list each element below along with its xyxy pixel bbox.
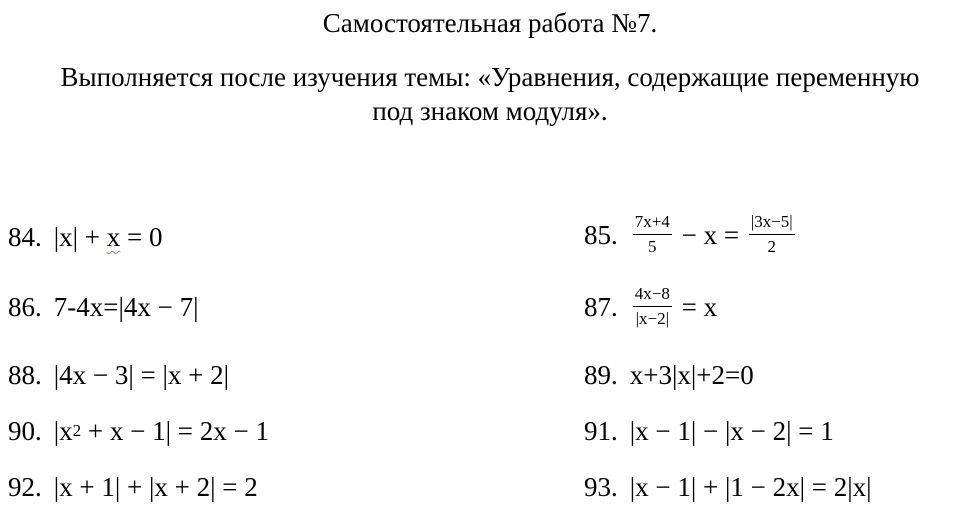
equation: 7-4x=|4x − 7| (53, 292, 199, 322)
subtitle-line-1: Выполняется после изучения темы: «Уравнения, содержащие переменную (60, 62, 920, 92)
problem-90 (8, 414, 269, 448)
problem-number: 88. (8, 360, 42, 390)
fraction (633, 284, 672, 329)
problem-number: 90. (8, 416, 42, 446)
problem-number: 89. (584, 360, 618, 390)
fraction-numerator: 4x−8 (633, 284, 672, 307)
problem-number: 85. (584, 219, 618, 250)
equation-part: − x = (674, 219, 746, 250)
problem-85 (584, 212, 798, 257)
problem-89 (584, 358, 754, 392)
equation: |4x − 3| = |x + 2| (53, 360, 230, 390)
equation: x+3|x|+2=0 (629, 360, 754, 390)
problem-number: 84. (8, 222, 42, 252)
equation-part: |x| + (53, 222, 107, 252)
worksheet-subtitle (0, 60, 980, 128)
equation (630, 284, 717, 329)
worksheet-title: Самостоятельная работа №7. (322, 8, 658, 38)
equation-variable: x (106, 222, 121, 252)
problem-84 (8, 220, 163, 254)
problem-87 (584, 284, 717, 329)
subtitle-line-2: под знаком модуля». (372, 96, 608, 126)
problem-number: 86. (8, 292, 42, 322)
fraction-numerator: 7x+4 (633, 212, 672, 235)
problem-92 (8, 470, 258, 504)
equation-part: + x − 1| = 2x − 1 (81, 416, 269, 446)
problem-86 (8, 290, 199, 324)
problem-number: 93. (584, 472, 618, 502)
fraction-denominator: 2 (767, 237, 777, 256)
fraction-numerator: |3x−5| (749, 212, 795, 235)
problem-91 (584, 414, 834, 448)
equation-part: = 0 (120, 222, 163, 252)
equation (54, 220, 163, 254)
problem-93 (584, 470, 872, 504)
equation-part: = x (674, 291, 718, 322)
fraction (633, 212, 672, 257)
problem-number: 92. (8, 472, 42, 502)
equation: |x + 1| + |x + 2| = 2 (53, 472, 258, 502)
fraction-denominator: 5 (648, 237, 657, 256)
problem-88 (8, 358, 229, 392)
equation (630, 212, 798, 257)
problem-number: 87. (584, 291, 618, 322)
problem-number: 91. (584, 416, 618, 446)
fraction-denominator: |x−2| (635, 309, 669, 328)
equation: |x − 1| + |1 − 2x| = 2|x| (629, 472, 872, 502)
fraction (749, 212, 795, 257)
equation: |x 2 + x − 1| = 2x − 1 (53, 416, 269, 446)
equation-part: |x (53, 416, 73, 446)
equation: |x − 1| − |x − 2| = 1 (629, 416, 834, 446)
